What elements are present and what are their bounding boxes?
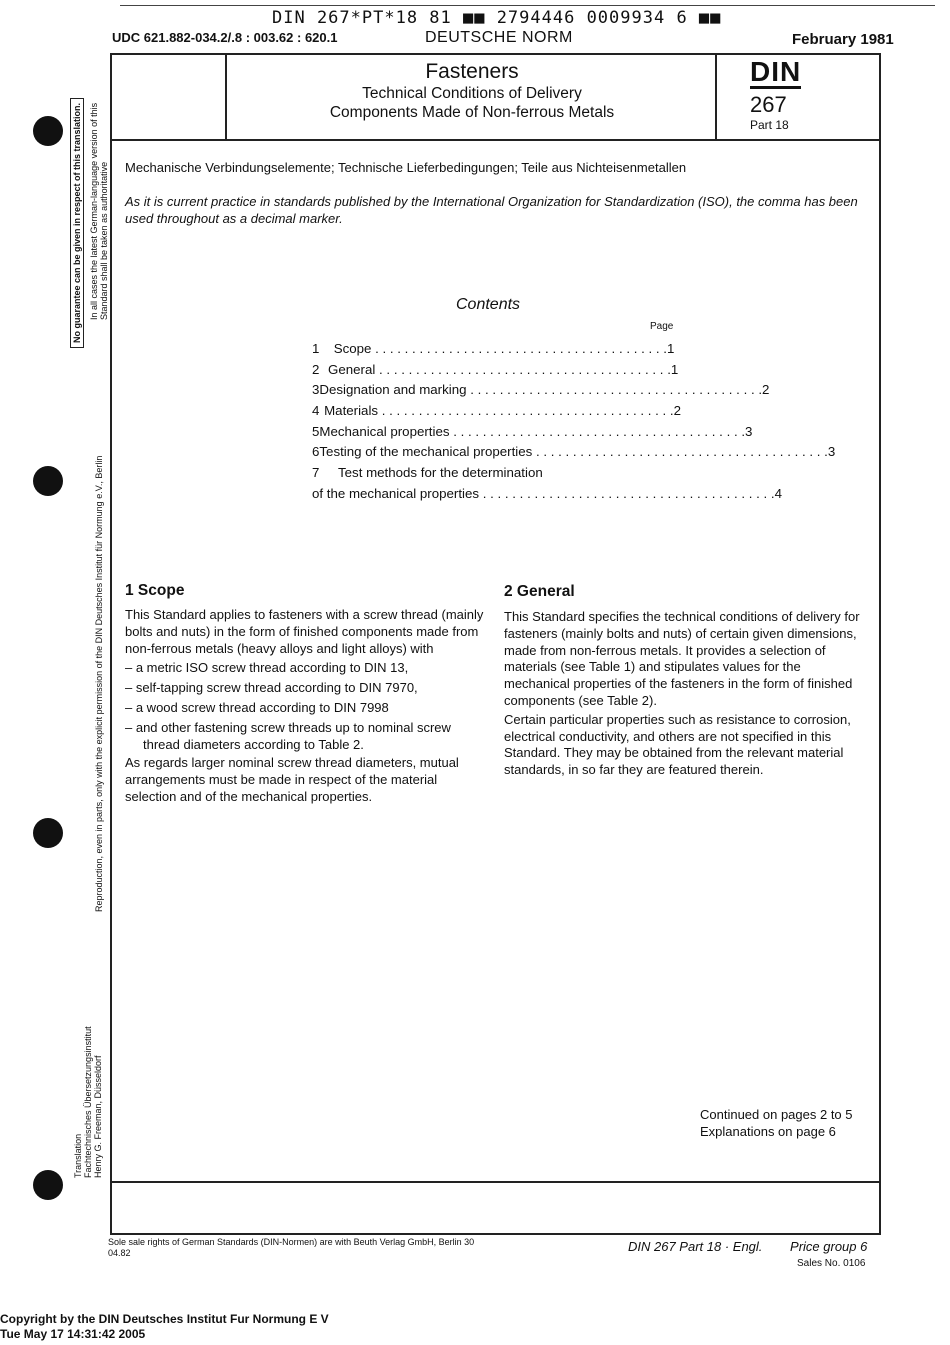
toc-number: 2 <box>312 361 320 377</box>
scope-item-3: – a wood screw thread according to DIN 7998 <box>125 699 389 715</box>
translation-credit <box>73 1026 103 1178</box>
issue-date: February 1981 <box>792 31 894 48</box>
din-logo: DIN <box>750 56 802 87</box>
toc-page-number: 2 <box>762 382 770 398</box>
table-of-contents <box>312 341 836 507</box>
toc-number: 7 <box>312 465 320 481</box>
toc-leader-dots: . . . . . . . . . . . . . . . . . . . . . . . . . . . . . . . . . . . . . . . . <box>371 341 667 356</box>
toc-label-text: Scope <box>333 341 372 356</box>
deutsche-norm-label: DEUTSCHE NORM <box>425 29 573 46</box>
toc-number: 4 <box>312 403 320 419</box>
price-group: Price group 6 <box>790 1239 868 1254</box>
subtitle-line-2: Components Made of Non-ferrous Metals <box>329 104 615 121</box>
toc-label <box>328 362 671 377</box>
german-version-line-2: Standard shall be taken as authoritative <box>99 161 109 320</box>
toc-page-number: 2 <box>673 403 682 419</box>
scope-heading: 1 Scope <box>125 582 185 599</box>
toc-row <box>312 423 753 445</box>
toc-label <box>319 444 827 459</box>
toc-row <box>312 465 682 486</box>
toc-label-text: of the mechanical properties <box>312 485 480 501</box>
toc-leader-dots: . . . . . . . . . . . . . . . . . . . . . . . . . . . . . . . . . . . . . . . . <box>378 403 674 419</box>
toc-label-text: Mechanical properties <box>319 423 450 439</box>
explanations-page: Explanations on page 6 <box>700 1124 836 1139</box>
scope-closing: As regards larger nominal screw thread diameters, mutual arrangements must be made in respect of the material selection and of the mechanical properties. <box>125 755 459 804</box>
toc-row <box>312 382 770 403</box>
toc-number: 1 <box>312 341 320 356</box>
scope-item-1: – a metric ISO screw thread according to DIN 13, <box>125 660 409 676</box>
title-block <box>227 58 717 122</box>
german-version-line-1: In all cases the latest German-language version of this <box>89 102 99 320</box>
scope-body <box>125 607 485 806</box>
sale-rights-text: Sole sale rights of German Standards (DIN-Normen) are with Beuth Verlag GmbH, Berlin 30 <box>108 1237 475 1247</box>
scope-item-2: – self-tapping screw thread according to DIN 7970, <box>125 680 418 696</box>
toc-number: 6 <box>312 444 320 460</box>
footer-reference <box>628 1239 867 1254</box>
german-version-notice <box>89 103 109 320</box>
udc-number: UDC 621.882-034.2/.8 : 003.62 : 620.1 <box>112 30 338 45</box>
toc-leader-dots: . . . . . . . . . . . . . . . . . . . . . . . . . . . . . . . . . . . . . . . . <box>375 361 671 377</box>
toc-page-number: 3 <box>827 444 836 460</box>
toc-label-text: Testing of the mechanical properties <box>319 444 533 460</box>
barcode-text: DIN 267*PT*18 81 ■■ 2794446 0009934 6 ■■ <box>272 8 722 28</box>
continued-pages: Continued on pages 2 to 5 <box>700 1107 853 1122</box>
copyright-stamp <box>0 1312 329 1342</box>
reproduction-notice: Reproduction, even in parts, only with the explicit permission of the DIN Deutsches Institut für Normung e.V., Berlin <box>94 455 104 912</box>
translation-line-3: Henry G. Freeman, Düsseldorf <box>93 1055 103 1178</box>
contents-title: Contents <box>456 296 521 313</box>
translation-line-2: Fachtechnisches Übersetzungsinstitut <box>83 1026 93 1178</box>
punch-hole-2 <box>33 466 63 496</box>
toc-row <box>312 485 782 507</box>
toc-leader-dots: . . . . . . . . . . . . . . . . . . . . . . . . . . . . . . . . . . . . . . . . <box>532 444 828 460</box>
general-para-2: Certain particular properties such as resistance to corrosion, electrical conductivity, and others are not specified in this Standard. They may be obtained from the relevant material standards, in so far they are featured therein. <box>504 711 851 778</box>
toc-label-text: Designation and marking <box>319 382 467 398</box>
toc-leader-dots: . . . . . . . . . . . . . . . . . . . . . . . . . . . . . . . . . . . . . . . . <box>466 382 763 398</box>
toc-label <box>319 382 762 397</box>
toc-page-number: 4 <box>774 485 782 501</box>
toc-page-number: 1 <box>666 341 675 356</box>
general-para-1: This Standard specifies the technical conditions of delivery for fasteners (mainly bolts and nuts) of certain given dimensions, made from non-ferrous metals. It provides a selection of materials (see Table 1) and stipulates values for the mechanical properties of the fasteners in the form of finished components (see Table 2). <box>504 609 860 708</box>
din-part: Part 18 <box>750 118 789 132</box>
toc-leader-dots: . . . . . . . . . . . . . . . . . . . . . . . . . . . . . . . . . . . . . . . . <box>449 423 746 439</box>
toc-number: 5 <box>312 423 320 439</box>
toc-row <box>312 403 682 424</box>
doc-reference: DIN 267 Part 18 · Engl. <box>628 1239 763 1254</box>
general-body <box>504 609 870 779</box>
punch-hole-4 <box>33 1170 63 1200</box>
german-title: Mechanische Verbindungselemente; Technische Lieferbedingungen; Teile aus Nichteisenmetallen <box>125 160 687 175</box>
footer-code: 04.82 <box>108 1248 131 1258</box>
sales-number: Sales No. 0106 <box>797 1258 866 1269</box>
subtitle-line-1: Technical Conditions of Delivery <box>362 85 582 102</box>
title-bottom-rule <box>111 139 880 141</box>
toc-row <box>312 362 682 383</box>
contents-page-header: Page <box>650 321 674 332</box>
toc-label <box>338 465 664 480</box>
din-number: 267 <box>750 92 787 117</box>
toc-row <box>312 444 836 465</box>
toc-page-number: 1 <box>670 361 679 377</box>
toc-row <box>312 341 682 362</box>
document-title: Fasteners <box>425 60 519 83</box>
copyright-line-1: Copyright by the DIN Deutsches Institut Fur Normung E V <box>0 1312 329 1326</box>
top-rule <box>120 5 935 6</box>
toc-leader-dots: . . . . . . . . . . . . . . . . . . . . . . . . . . . . . . . . . . . . . . . . <box>479 485 775 501</box>
sale-rights <box>108 1237 474 1259</box>
continuation-note <box>700 1106 853 1140</box>
din-block <box>750 58 850 132</box>
guarantee-notice: No guarantee can be given in respect of this translation. <box>70 98 84 348</box>
translation-line-1: Translation <box>73 1133 83 1178</box>
toc-label <box>319 424 745 439</box>
scope-intro: This Standard applies to fasteners with a screw thread (mainly bolts and nuts) in the form of finished components made from non-ferrous metals (heavy alloys and light alloys) with <box>125 607 484 656</box>
toc-label-text: Materials <box>324 403 379 419</box>
decimal-marker-note: As it is current practice in standards published by the International Organization for Standardization (ISO), the comma has been used throughout as a decimal marker. <box>125 194 858 226</box>
general-heading: 2 General <box>504 583 575 600</box>
toc-label <box>334 341 667 356</box>
copyright-timestamp: Tue May 17 14:31:42 2005 <box>0 1327 146 1341</box>
toc-number: 3 <box>312 382 320 398</box>
bottom-band-rule <box>111 1181 880 1183</box>
punch-hole-1 <box>33 116 63 146</box>
toc-label-text: General <box>328 361 376 377</box>
toc-label <box>312 486 775 501</box>
toc-label-text: Test methods for the determination <box>338 465 543 481</box>
toc-page-number: 3 <box>745 423 753 439</box>
toc-label <box>324 403 674 418</box>
punch-hole-3 <box>33 818 63 848</box>
scope-item-4: – and other fastening screw threads up to nominal screw thread diameters according to Table 2. <box>125 719 451 752</box>
